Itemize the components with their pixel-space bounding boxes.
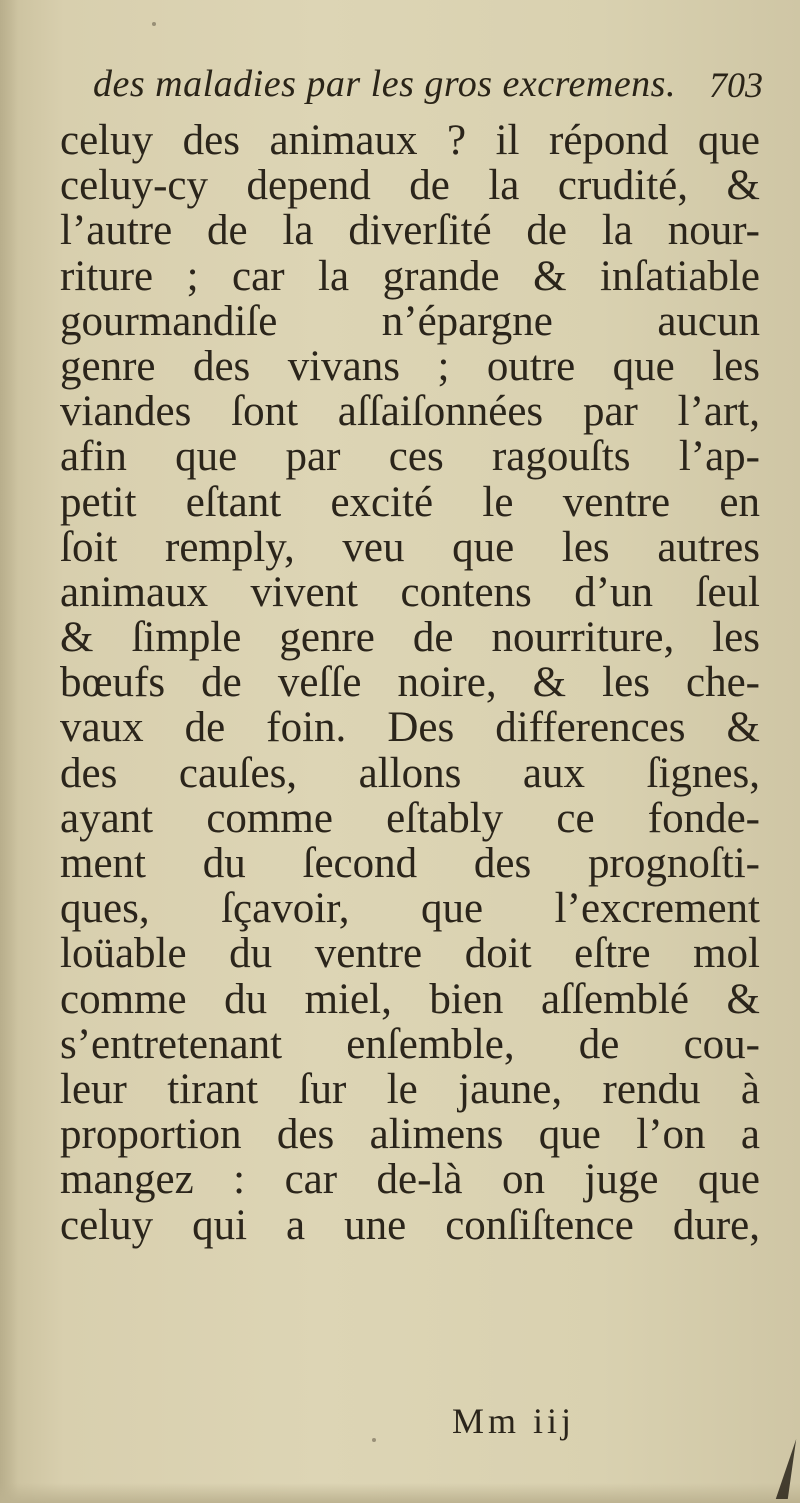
text-line: ment du ſecond des prognoſti- xyxy=(60,840,760,887)
running-head: des maladies par les gros excremens. xyxy=(93,63,676,105)
text-line: ayant comme eſtably ce fonde- xyxy=(60,794,760,842)
text-line: proportion des alimens que l’on a xyxy=(60,1111,760,1159)
text-line: viandes ſont aſſaiſonnées par l’art, xyxy=(60,388,760,436)
paper-speck xyxy=(152,22,156,26)
text-line: vaux de foin. Des differences & xyxy=(60,704,760,752)
signature-mark: Mm iij xyxy=(452,1401,576,1441)
page-header xyxy=(93,62,773,112)
page-gutter-shadow xyxy=(0,0,18,1503)
text-line: s’entretenant enſemble, de cou- xyxy=(60,1020,760,1068)
text-line: ques, ſçavoir, que l’excrement xyxy=(60,885,760,933)
text-line: celuy qui a une conſiſtence dure, xyxy=(60,1201,760,1249)
text-line: gourmandiſe n’épargne aucun xyxy=(60,297,760,345)
text-line: bœufs de veſſe noire, & les che- xyxy=(60,659,760,707)
text-line: des cauſes, allons aux ſignes, xyxy=(60,749,760,797)
text-line: afin que par ces ragouſts l’ap- xyxy=(60,433,760,481)
text-line: ſoit remply, veu que les autres xyxy=(60,523,760,571)
text-line: animaux vivent contens d’un ſeul xyxy=(60,568,760,616)
page-number: 703 xyxy=(709,65,763,105)
text-line: petit eſtant excité le ventre en xyxy=(60,478,760,526)
text-line: riture ; car la grande & inſatiable xyxy=(60,252,760,300)
text-line: mangez : car de-là on juge que xyxy=(60,1156,760,1204)
text-line: celuy-cy depend de la crudité, & xyxy=(60,162,760,210)
text-line: celuy des animaux ? il répond que xyxy=(60,117,760,164)
body-text xyxy=(60,118,760,1248)
text-line: genre des vivans ; outre que les xyxy=(60,342,760,390)
paper-speck xyxy=(372,1438,376,1442)
text-line: comme du miel, bien aſſemblé & xyxy=(60,975,760,1023)
text-line: loüable du ventre doit eſtre mol xyxy=(60,930,760,978)
page-bottom-shadow xyxy=(0,1483,800,1503)
text-line: l’autre de la diverſité de la nour- xyxy=(60,207,760,255)
text-line: & ſimple genre de nourriture, les xyxy=(60,614,760,662)
text-line: leur tirant ſur le jaune, rendu à xyxy=(60,1065,760,1113)
